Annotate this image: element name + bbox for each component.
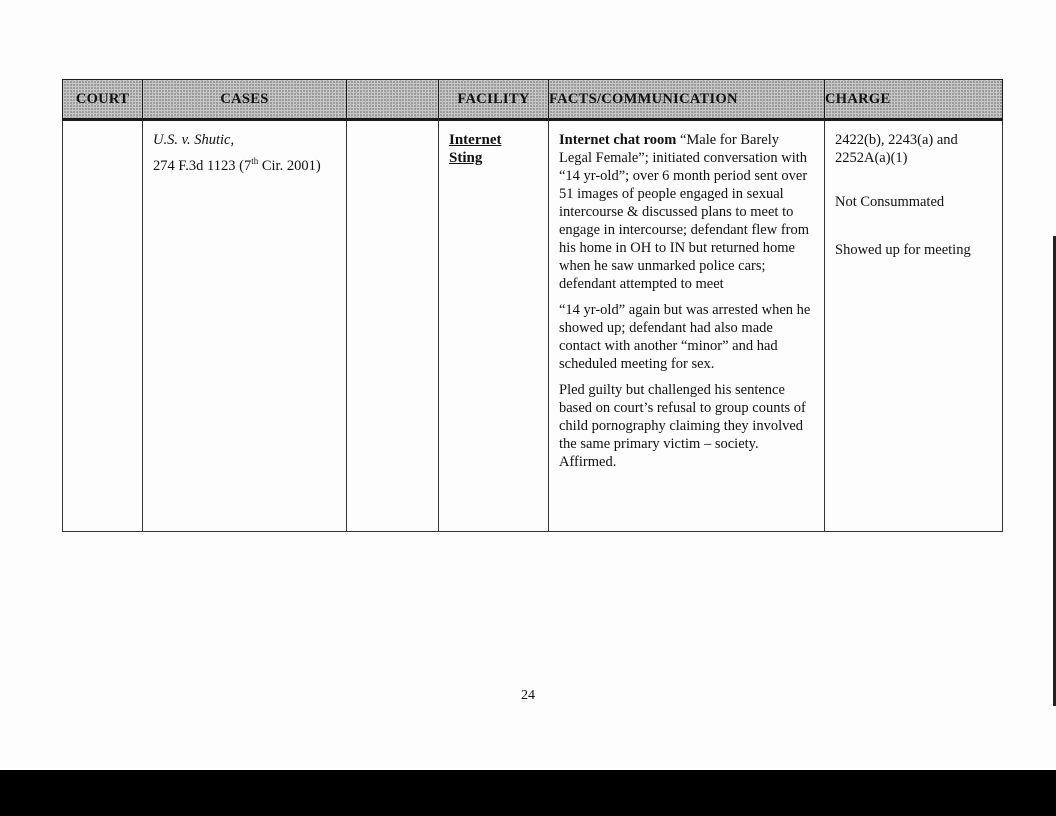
facts-cell (549, 120, 825, 532)
court-text (63, 121, 142, 135)
facts-paragraph-2: “14 yr-old” again but was arrested when he showed up; defendant had also made contact with another “minor” and had scheduled meeting for sex. (559, 302, 811, 372)
page-number: 24 (521, 688, 535, 703)
citation-volume: 274 F.3d 1123 (7 (153, 158, 252, 174)
header-cases: CASES (143, 80, 347, 120)
citation-superscript: th (251, 156, 259, 167)
header-row (63, 80, 1003, 120)
charge-status: Not Consummated (835, 194, 945, 210)
scan-bottom-band (0, 770, 1056, 816)
blank-text (347, 121, 438, 135)
case-table (62, 79, 1003, 532)
case-name: U.S. v. Shutic, (153, 132, 235, 148)
facts-lead: Internet chat room (559, 132, 677, 148)
case-citation (153, 157, 336, 175)
cases-cell (143, 120, 347, 532)
facts-paragraph-1 (559, 131, 814, 293)
facility-cell (439, 120, 549, 532)
charge-meeting: Showed up for meeting (835, 242, 971, 258)
table-row (63, 120, 1003, 532)
charge-statutes: 2422(b), 2243(a) and 2252A(a)(1) (835, 132, 958, 166)
charge-cell (825, 120, 1003, 532)
facts-paragraph-3: Pled guilty but challenged his sentence based on court’s refusal to group counts of child pornography claiming they involved the same primary victim – society. Affirmed. (559, 382, 806, 470)
header-facts-communication: FACTS/COMMUNICATION (549, 80, 825, 120)
facility-text: Internet Sting (449, 132, 502, 166)
header-facility: FACILITY (439, 80, 549, 120)
facts-paragraph-1-text: “Male for Barely Legal Female”; initiated conversation with “14 yr-old”; over 6 month period sent over 51 images of people engaged in sexual intercourse & discussed plans to meet to engage in intercourse; defendant flew from his home in OH to IN but returned home when he saw unmarked police cars; defendant attempted to meet (559, 132, 810, 292)
header-charge: CHARGE (825, 80, 1003, 120)
header-blank (347, 80, 439, 120)
court-cell (63, 120, 143, 532)
citation-court-year: Cir. 2001) (258, 158, 321, 174)
header-court: COURT (63, 80, 143, 120)
blank-cell (347, 120, 439, 532)
